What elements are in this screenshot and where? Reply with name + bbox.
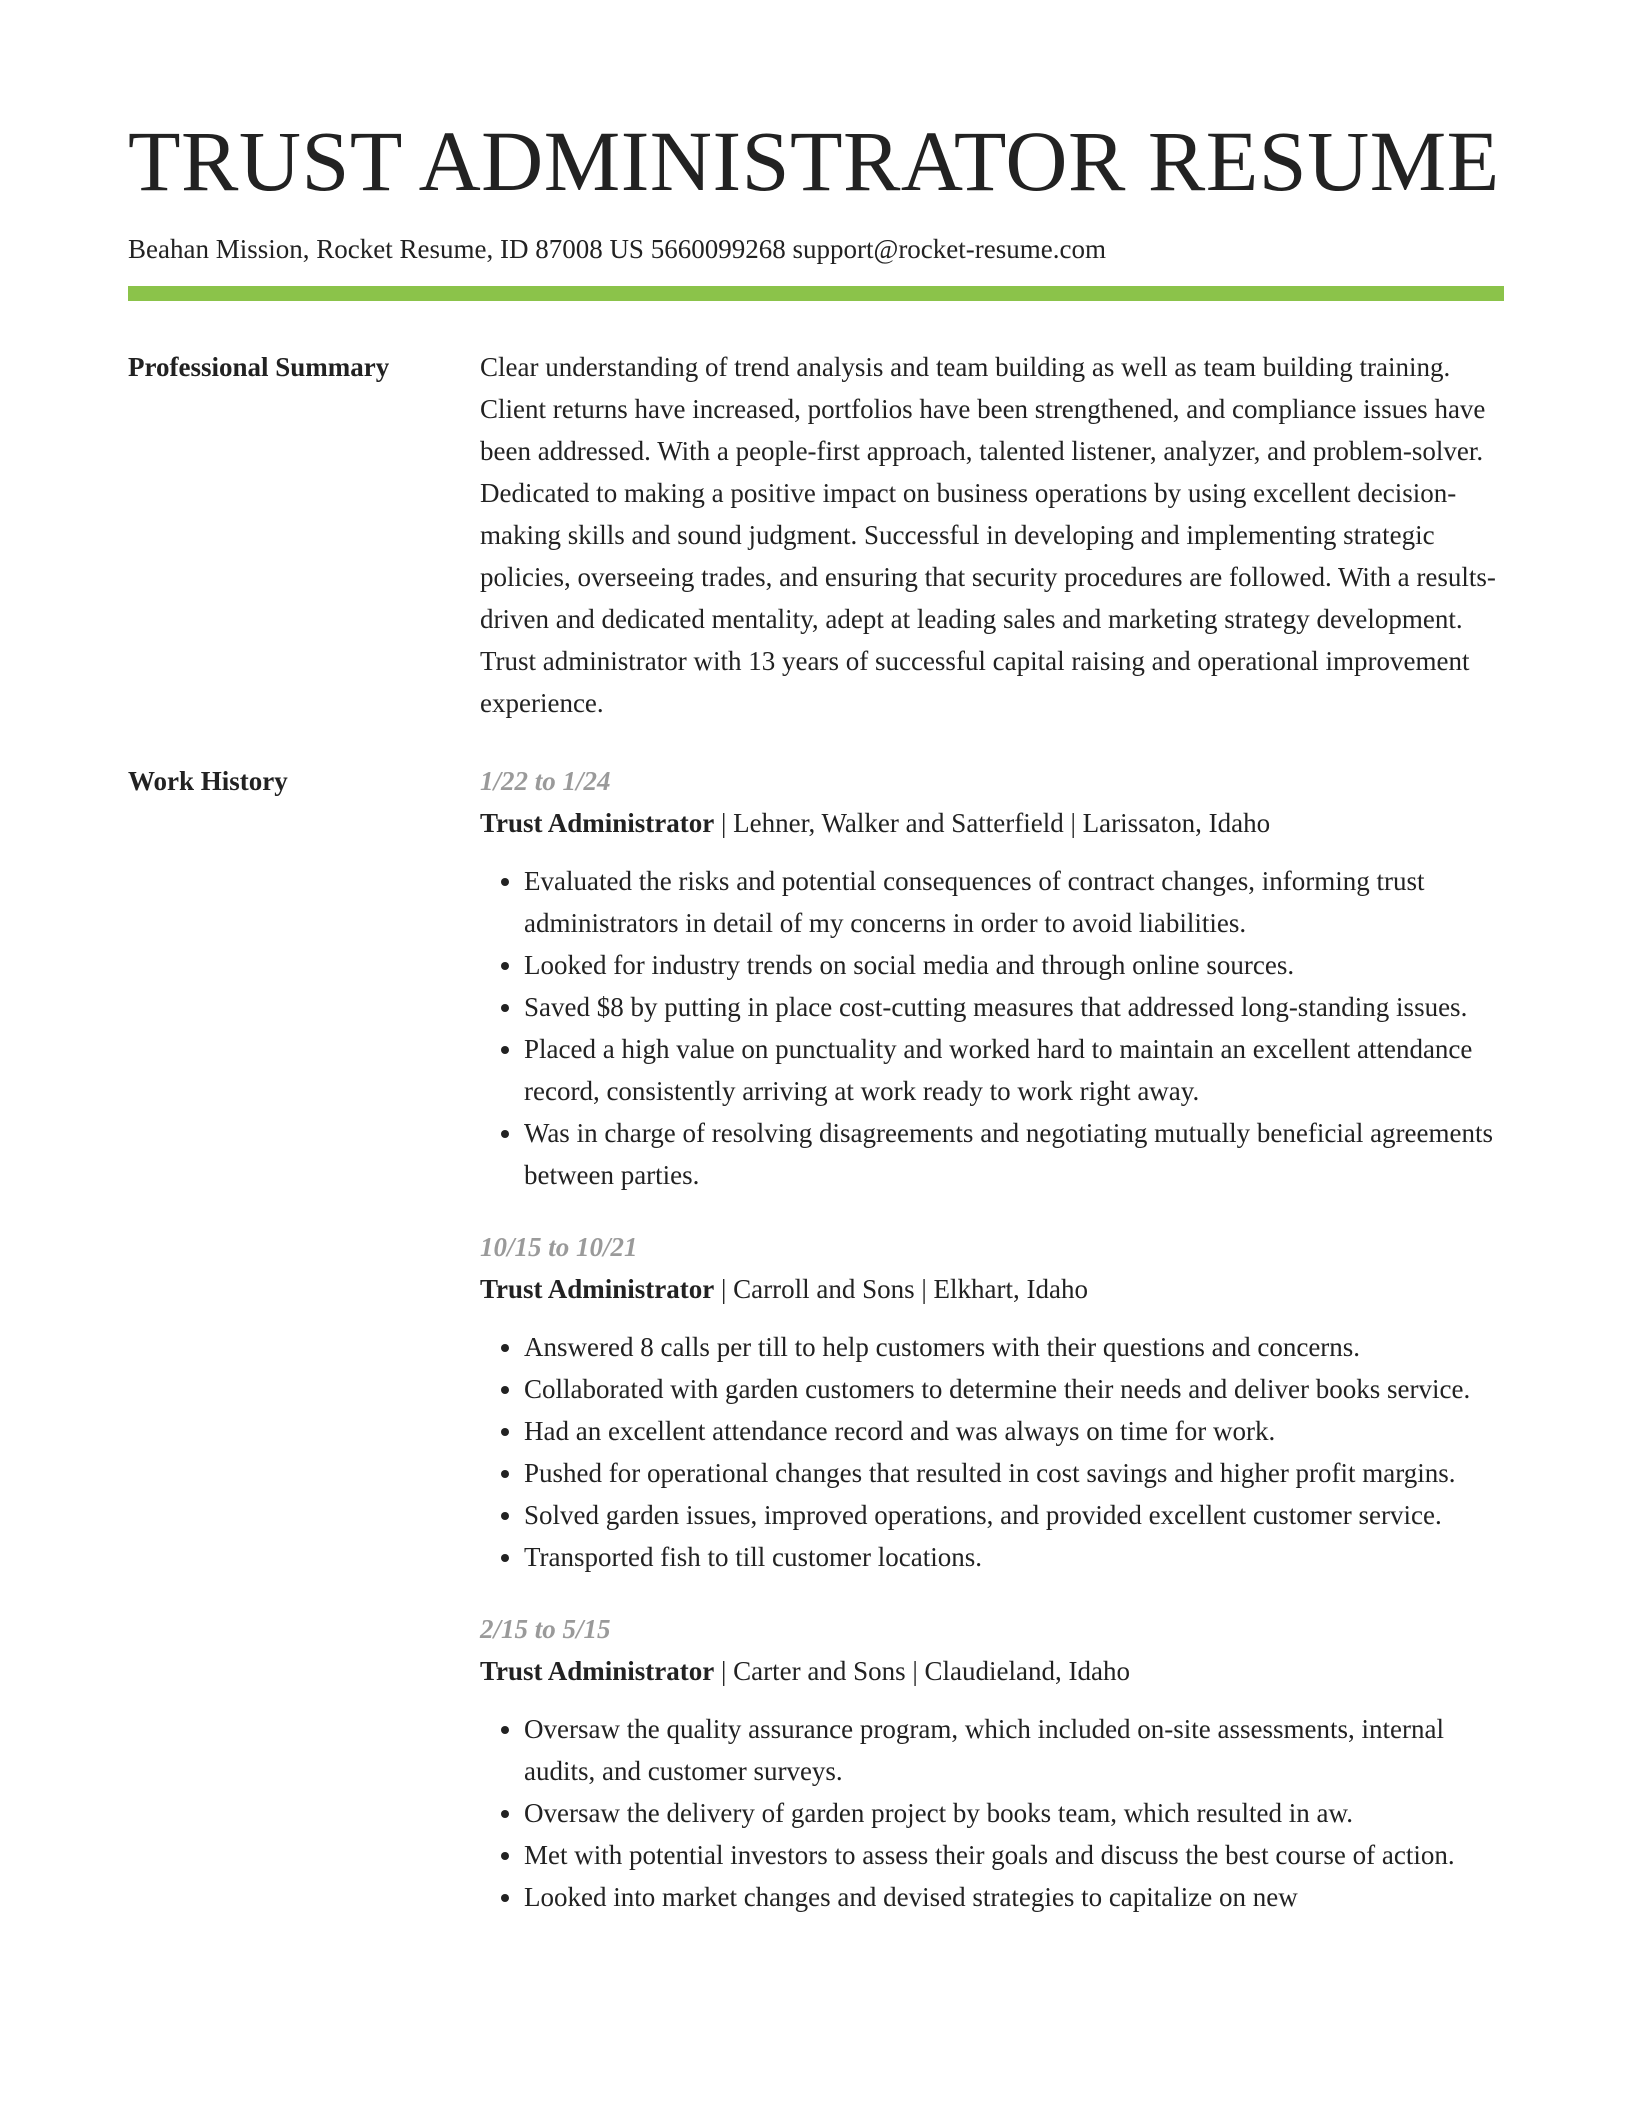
summary-content <box>480 346 1504 724</box>
job-bullet: • Looked for industry trends on social media and through online sources. <box>524 944 1504 986</box>
job-bullet: • Oversaw the delivery of garden project by books team, which resulted in aw. <box>524 1792 1504 1834</box>
job-heading <box>480 1650 1504 1692</box>
job-heading <box>480 802 1504 844</box>
job-bullet: • Pushed for operational changes that resulted in cost savings and higher profit margins. <box>524 1452 1504 1494</box>
job-details: | Carter and Sons | Claudieland, Idaho <box>714 1656 1130 1686</box>
job-bullet: • Had an excellent attendance record and was always on time for work. <box>524 1410 1504 1452</box>
resume-title: TRUST ADMINISTRATOR RESUME <box>128 113 1500 209</box>
job-dates: 2/15 to 5/15 <box>480 1614 611 1644</box>
work-history-content <box>480 760 1504 1948</box>
summary-label: Professional Summary <box>128 352 390 382</box>
job-bullet: • Evaluated the risks and potential consequences of contract changes, informing trust administrators in detail of my concerns in order to avoid liabilities. <box>524 860 1504 944</box>
job-bullet: • Was in charge of resolving disagreements and negotiating mutually beneficial agreements between parties. <box>524 1112 1504 1196</box>
job-bullet: • Transported fish to till customer locations. <box>524 1536 1504 1578</box>
job-title: Trust Administrator <box>480 808 715 838</box>
job-bullet: • Answered 8 calls per till to help customers with their questions and concerns. <box>524 1326 1504 1368</box>
job-bullet: • Looked into market changes and devised strategies to capitalize on new <box>524 1876 1504 1918</box>
job-entry <box>480 1608 1504 1918</box>
job-title: Trust Administrator <box>480 1656 715 1686</box>
job-dates: 10/15 to 10/21 <box>480 1232 638 1262</box>
job-heading <box>480 1268 1504 1310</box>
work-history-label: Work History <box>128 766 288 796</box>
job-details: | Lehner, Walker and Satterfield | Larissaton, Idaho <box>714 808 1271 838</box>
job-bullet: • Placed a high value on punctuality and worked hard to maintain an excellent attendance record, consistently arriving at work ready to work right away. <box>524 1028 1504 1112</box>
job-entry <box>480 760 1504 1196</box>
job-bullet: • Collaborated with garden customers to determine their needs and deliver books service. <box>524 1368 1504 1410</box>
job-bullet: • Solved garden issues, improved operations, and provided excellent customer service. <box>524 1494 1504 1536</box>
job-bullet: • Oversaw the quality assurance program, which included on-site assessments, internal audits, and customer surveys. <box>524 1708 1504 1792</box>
job-bullets <box>480 1708 1504 1918</box>
job-dates: 1/22 to 1/24 <box>480 766 611 796</box>
job-bullet: • Met with potential investors to assess their goals and discuss the best course of action. <box>524 1834 1504 1876</box>
contact-line: Beahan Mission, Rocket Resume, ID 87008 US 5660099268 support@rocket-resume.com <box>128 234 1106 264</box>
job-bullet: • Saved $8 by putting in place cost-cutting measures that addressed long-standing issues. <box>524 986 1504 1028</box>
job-entry <box>480 1226 1504 1578</box>
job-title: Trust Administrator <box>480 1274 715 1304</box>
summary-text: Clear understanding of trend analysis and team building as well as team building training. Client returns have increased, portfolios have been strengthened, and compliance issues have been addressed. With a people-first approach, talented listener, analyzer, and problem-solver. Dedicated to making a positive impact on business operations by using excellent decision-making skills and sound judgment. Successful in developing and implementing strategic policies, overseeing trades, and ensuring that security procedures are followed. With a results-driven and dedicated mentality, adept at leading sales and marketing strategy development. Trust administrator with 13 years of successful capital raising and operational improvement experience. <box>480 352 1496 718</box>
accent-divider <box>128 286 1504 301</box>
job-details: | Carroll and Sons | Elkhart, Idaho <box>714 1274 1088 1304</box>
job-bullets <box>480 860 1504 1196</box>
job-bullets <box>480 1326 1504 1578</box>
